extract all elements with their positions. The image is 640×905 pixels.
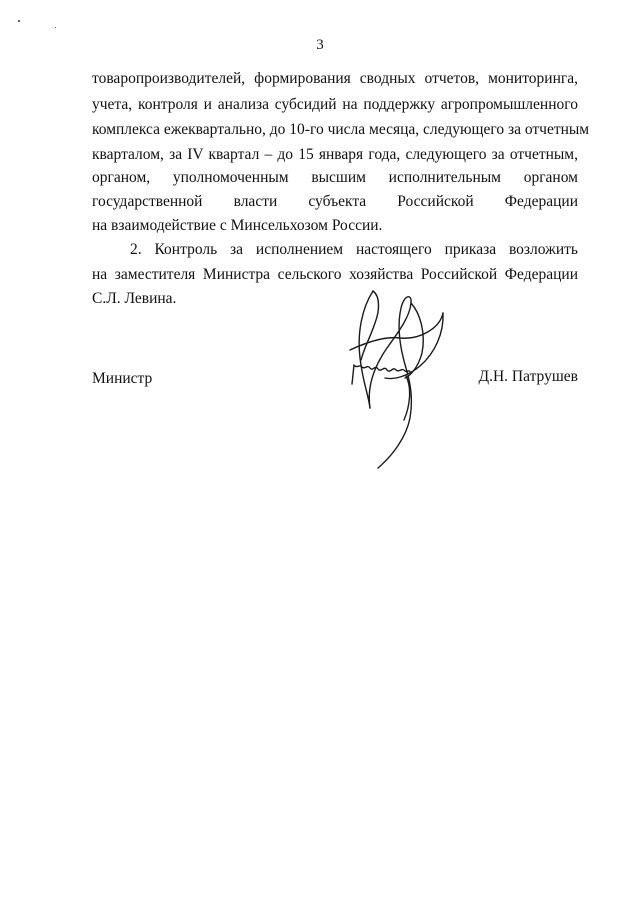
text-line: товаропроизводителей, формирования сводных отчетов, мониторинга, bbox=[92, 70, 578, 87]
signatory-name: Д.Н. Патрушев bbox=[478, 368, 578, 385]
text-line: 2. Контроль за исполнением настоящего приказа возложить bbox=[130, 241, 578, 258]
signatory-title: Министр bbox=[92, 370, 153, 387]
text-line: государственной власти субъекта Российской Федерации bbox=[92, 193, 578, 210]
handwritten-signature bbox=[340, 288, 460, 473]
scan-speck bbox=[18, 20, 20, 22]
text-line: С.Л. Левина. bbox=[92, 290, 177, 307]
text-line: на взаимодействие с Минсельхозом России. bbox=[92, 217, 383, 234]
text-line: кварталом, за IV квартал – до 15 января года, следующего за отчетным, bbox=[92, 146, 578, 163]
page-number: 3 bbox=[316, 37, 324, 53]
text-line: комплекса ежеквартально, до 10-го числа месяца, следующего за отчетным bbox=[92, 121, 590, 138]
text-line: учета, контроля и анализа субсидий на поддержку агропромышленного bbox=[92, 96, 578, 113]
text-line: органом, уполномоченным высшим исполнительным органом bbox=[92, 169, 578, 186]
text-line: на заместителя Министра сельского хозяйства Российской Федерации bbox=[92, 266, 578, 283]
scan-speck bbox=[55, 27, 56, 28]
